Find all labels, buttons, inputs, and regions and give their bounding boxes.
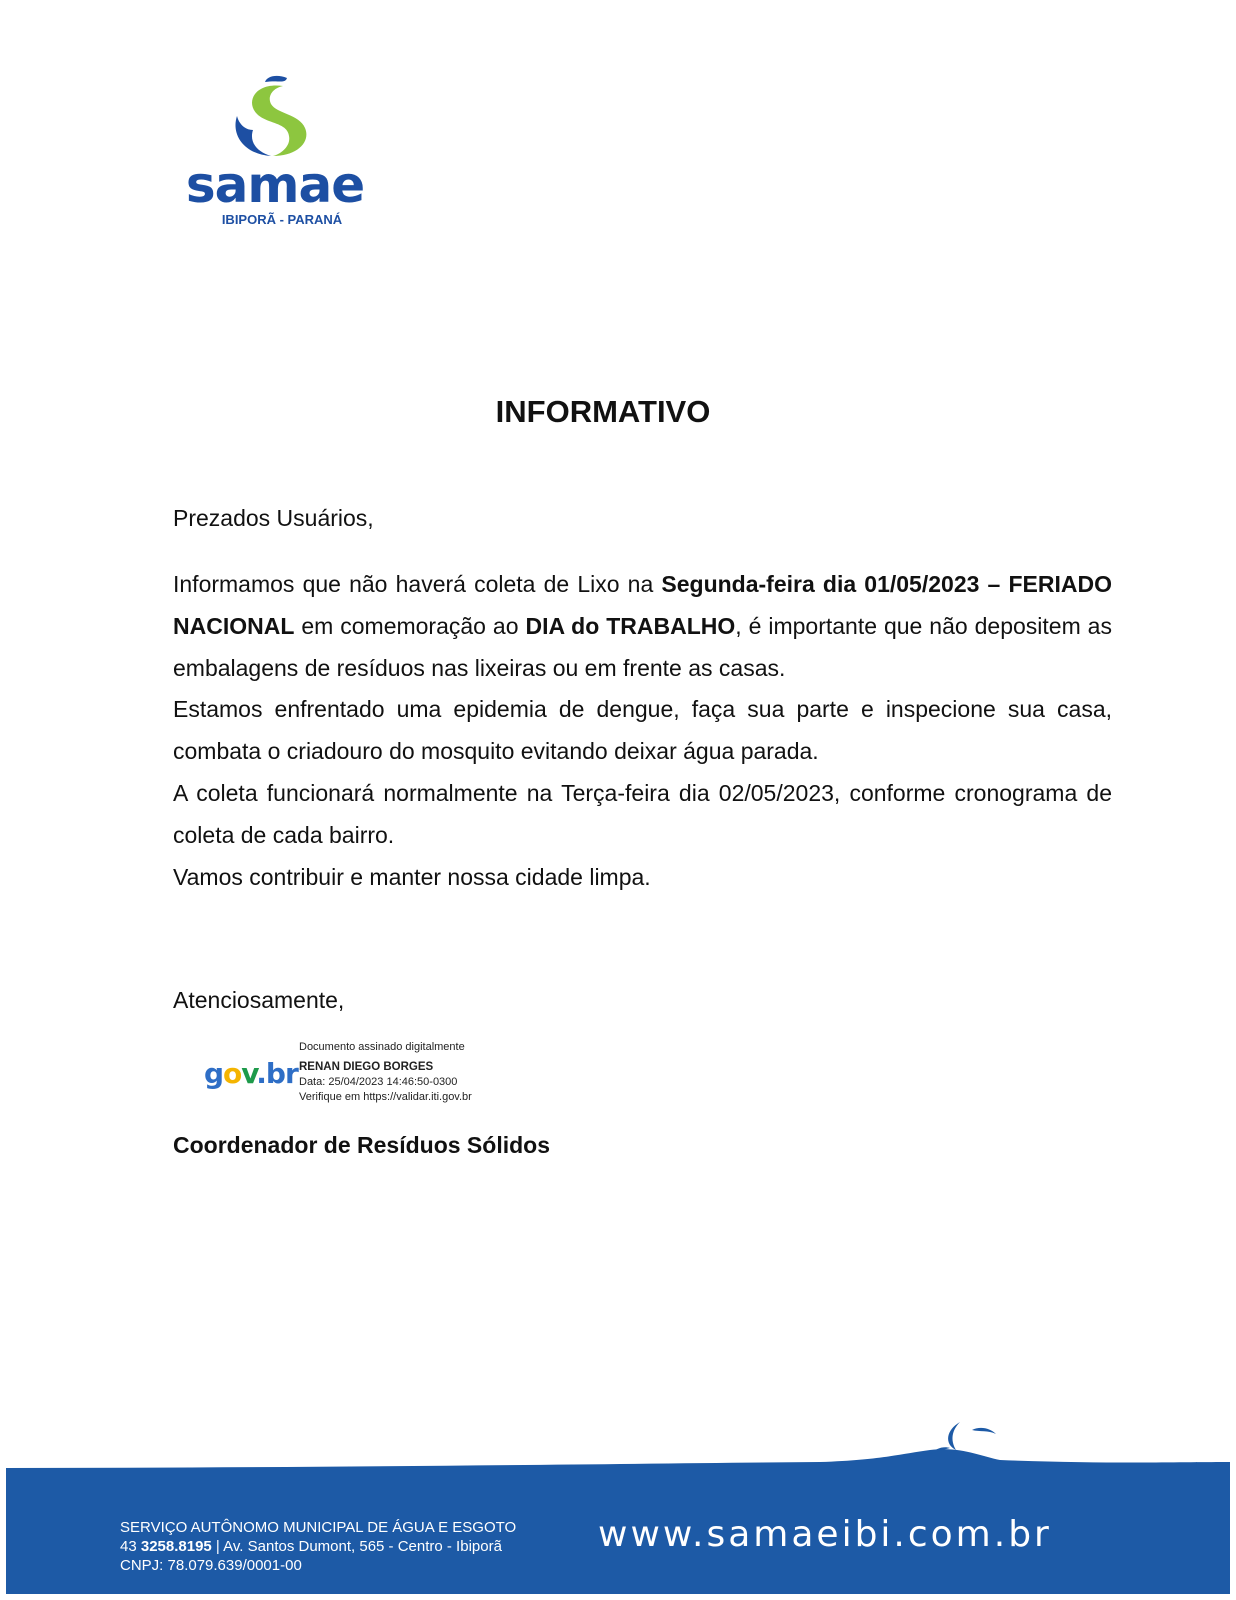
signature-details [299, 1040, 472, 1105]
water-drop-s-icon [227, 72, 317, 162]
govbr-logo: gov.br [204, 1057, 298, 1090]
signature-heading: Documento assinado digitalmente [299, 1041, 465, 1053]
document-body [173, 564, 1112, 898]
paragraph1-text-3: , é importante que não depositem as embalagens de resíduos nas lixeiras ou em frente as casas. [173, 612, 1112, 681]
greeting: Prezados Usuários, [173, 505, 374, 531]
signer-name: RENAN DIEGO BORGES [299, 1061, 434, 1073]
footer-contact [120, 1518, 516, 1575]
holiday-date: Segunda-feira dia 01/05/2023 – FERIADO NACIONAL [173, 571, 1112, 639]
signature-verify: Verifique em https://validar.iti.gov.br [299, 1091, 472, 1103]
signature-date: Data: 25/04/2023 14:46:50-0300 [299, 1076, 458, 1088]
paragraph-dengue: Estamos enfrentado uma epidemia de dengue, faça sua parte e inspecione sua casa, combata o criadouro do mosquito evitando deixar água parada. [173, 696, 1112, 765]
paragraph-holiday-notice [173, 564, 1112, 689]
samae-logo [175, 72, 375, 232]
paragraph-schedule: A coleta funcionará normalmente na Terça-feira dia 02/05/2023, conforme cronograma de coleta de cada bairro. [173, 779, 1112, 848]
footer-org-name: SERVIÇO AUTÔNOMO MUNICIPAL DE ÁGUA E ESGOTO [120, 1519, 517, 1536]
document-title: INFORMATIVO [495, 394, 711, 429]
logo-wordmark: samae [185, 156, 365, 214]
closing: Atenciosamente, [173, 987, 345, 1013]
paragraph-clean-city: Vamos contribuir e manter nossa cidade limpa. [173, 863, 651, 890]
digital-signature-stamp [204, 1040, 534, 1112]
signer-role: Coordenador de Resíduos Sólidos [173, 1132, 550, 1158]
footer-banner [0, 1410, 1236, 1600]
footer-website: www.samaeibi.com.br [598, 1514, 1052, 1555]
logo-subtitle: IBIPORÃ - PARANÁ [221, 212, 343, 227]
paragraph1-text-1: Informamos que não haverá coleta de Lixo na [173, 571, 662, 597]
footer-cnpj: CNPJ: 78.079.639/0001-00 [120, 1557, 302, 1574]
footer-phone-address: 43 3258.8195 | Av. Santos Dumont, 565 - Centro - Ibiporã [120, 1538, 502, 1555]
paragraph1-text-2: em comemoração ao [294, 612, 526, 639]
footer-address: | Av. Santos Dumont, 565 - Centro - Ibiporã [211, 1538, 502, 1555]
footer-phone: 3258.8195 [140, 1538, 212, 1555]
holiday-name: DIA do TRABALHO [525, 612, 736, 639]
